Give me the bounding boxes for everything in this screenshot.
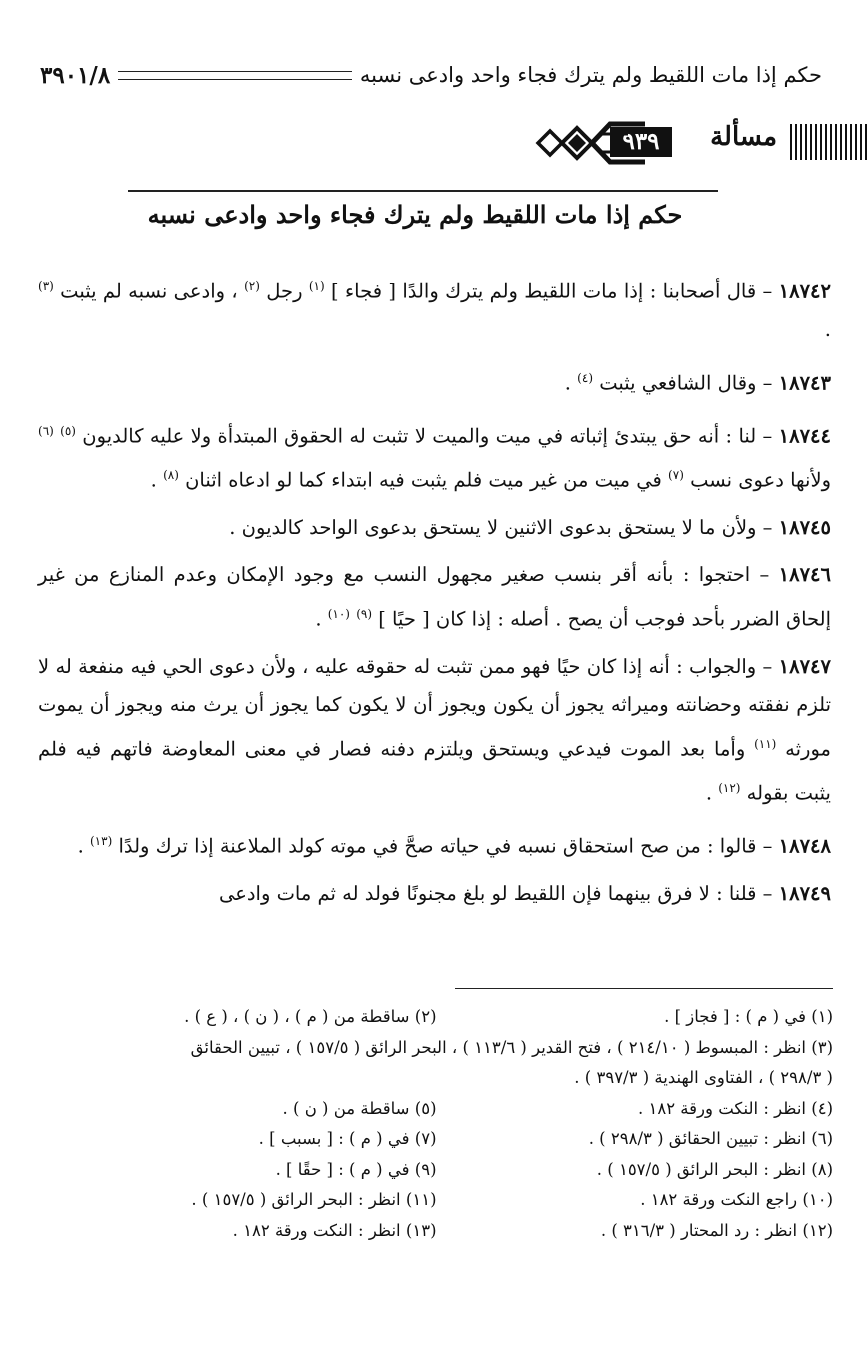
paragraph-text: – لنا : أنه حق يبتدئ إثباته في ميت والميت لا تثبت له الحقوق المبتدأة ولا عليه كالديون (75, 424, 779, 447)
footnote-separator (455, 988, 833, 989)
paragraph-text: – قالوا : من صح استحقاق نسبه في حياته صحَّ في موته كولد الملاعنة إذا ترك ولدًا (112, 834, 779, 857)
paragraph-text: رجل (259, 279, 309, 303)
footnote: (٩) في ( م ) : [ حقًا ] . (275, 1159, 437, 1179)
footnote: (١٠) راجع النكت ورقة ١٨٢ . (640, 1190, 833, 1209)
masala-label: مسألة (710, 122, 777, 152)
footnote: (١٣) انظر : النكت ورقة ١٨٢ . (232, 1220, 437, 1240)
footnote-ref: (٦) (38, 423, 54, 438)
paragraph-text: ولأنها دعوى نسب (683, 468, 831, 491)
paragraph-text: – قلنا : لا فرق بينهما فإن اللقيط لو بلغ مجنونًا فولد له ثم مات وادعى (218, 881, 779, 905)
paragraph (38, 822, 831, 866)
paragraph-number: ١٨٧٤٧ (778, 654, 831, 678)
masala-number: ٩٣٩ (610, 127, 672, 157)
footnote-ref: (٩) (356, 606, 373, 621)
title-rule (128, 190, 718, 192)
footnote-ref: (٥) (60, 423, 76, 438)
paragraph-text: – احتجوا : بأنه أقر بنسب صغير مجهول النسب مع وجود الإمكان وعدم المنازع من غير إلحاق الضرر بأحد فوجب أن يصح . أصله : إذا كان [ حيًا ] (38, 563, 831, 630)
paragraph-text: . (824, 318, 831, 341)
footnote-ref: (٣) (38, 279, 54, 293)
paragraph (38, 509, 831, 548)
paragraph-text: . (705, 781, 719, 804)
paragraph (38, 875, 831, 914)
paragraph-text: – قال أصحابنا : إذا مات اللقيط ولم يترك والدًا [ فجاء ] (324, 279, 779, 303)
footnote-ref: (٧) (668, 467, 684, 482)
running-header-title: حكم إذا مات اللقيط ولم يترك فجاء واحد وادعى نسبه (359, 63, 822, 87)
paragraph-text: في ميت من غير ميت فلم يثبت فيه ابتداء كما لو ادعاه اثنان (178, 468, 669, 491)
hatched-bar-ornament (790, 124, 867, 160)
footnote-line: (٣) انظر : المبسوط ( ٢١٤/١٠ ) ، فتح القدير ( ١١٣/٦ ) ، البحر الرائق ( ١٥٧/٥ ) ، تبيين الحقائق (190, 1037, 833, 1057)
footnotes (40, 1002, 833, 1246)
footnote-row (40, 1216, 833, 1247)
footnote-row (40, 1155, 833, 1186)
paragraph (38, 359, 831, 403)
footnote-ref: (٨) (163, 467, 179, 482)
paragraph (38, 412, 831, 500)
footnote: (١٢) انظر : رد المحتار ( ٣١٦/٣ ) . (600, 1220, 833, 1240)
footnote: (٥) ساقطة من ( ن ) . (282, 1098, 437, 1118)
footnote-ref: (١٢) (718, 780, 741, 795)
section-title: حكم إذا مات اللقيط ولم يترك فجاء واحد وادعى نسبه (147, 200, 683, 229)
paragraph-text: . (77, 834, 90, 857)
footnote: (٤) انظر : النكت ورقة ١٨٢ . (637, 1098, 833, 1118)
paragraph-text: – ولأن ما لا يستحق بدعوى الاثنين لا يستحق بدعوى الواحد كالديون . (229, 515, 779, 539)
footnote-ref: (١٣) (89, 833, 113, 848)
paragraph-text: ، وادعى نسبه لم يثبت (53, 279, 245, 303)
footnote: (٨) انظر : البحر الرائق ( ١٥٧/٥ ) . (596, 1159, 833, 1179)
footnote-row (40, 1185, 833, 1216)
paragraph-text: وأما بعد الموت فيدعي ويستحق ويلتزم دفنه فصار في معنى المعاوضة فاتهم فيه فلم يثبت بقوله (38, 737, 831, 804)
footnote-row (40, 1124, 833, 1155)
paragraph (38, 648, 831, 813)
footnote: (٦) انظر : تبيين الحقائق ( ٢٩٨/٣ ) . (588, 1129, 833, 1148)
footnote-ref: (١) (308, 279, 325, 293)
paragraph (38, 556, 831, 639)
footnote-ref: (٤) (577, 370, 593, 385)
footnote: (١) في ( م ) : [ فجاز ] . (664, 1007, 833, 1026)
main-text (38, 267, 831, 913)
paragraph-text: – وقال الشافعي يثبت (593, 371, 779, 394)
paragraph-number: ١٨٧٤٦ (778, 563, 831, 586)
paragraph (38, 267, 831, 350)
paragraph-number: ١٨٧٤٣ (778, 371, 831, 394)
running-header (40, 55, 822, 95)
paragraph-text: . (564, 371, 578, 394)
paragraph-number: ١٨٧٤٩ (778, 881, 831, 905)
footnote-row (40, 1094, 833, 1125)
paragraph-number: ١٨٧٤٢ (778, 279, 831, 303)
footnote: (١١) انظر : البحر الرائق ( ١٥٧/٥ ) . (191, 1190, 437, 1209)
footnote-line: ( ٢٩٨/٣ ) ، الفتاوى الهندية ( ٣٩٧/٣ ) . (574, 1068, 833, 1087)
paragraph-text: . (150, 468, 164, 491)
footnote-ref: (١٠) (327, 606, 350, 621)
footnote: (٧) في ( م ) : [ بسبب ] . (258, 1129, 437, 1148)
masala-banner (505, 118, 867, 168)
footnote: (٢) ساقطة من ( م ) ، ( ن ) ، ( ع ) . (184, 1007, 437, 1026)
knot-ornament-icon (530, 118, 650, 168)
paragraph-number: ١٨٧٤٥ (778, 515, 831, 539)
paragraph-number: ١٨٧٤٤ (778, 424, 831, 447)
paragraph-text: . (315, 607, 328, 630)
footnote-row (40, 1002, 833, 1033)
paragraph-number: ١٨٧٤٨ (778, 834, 831, 857)
footnote-ref: (١١) (754, 736, 777, 751)
volume-page-number: ٣٩٠١/٨ (40, 61, 111, 89)
footnote-ref: (٢) (244, 279, 260, 293)
paragraph-text: – والجواب : أنه إذا كان حيًا فهو ممن تثبت له حقوقه عليه ، ولأن دعوى الحي فيه منفعة له لا تلزم نفقته وحضانته وميراثه يجوز أن يكون ويجوز أن لا يكون كما يجوز أن يرث منه ويجوز أن يموت مورثه (38, 654, 831, 760)
header-double-rule (118, 71, 352, 80)
